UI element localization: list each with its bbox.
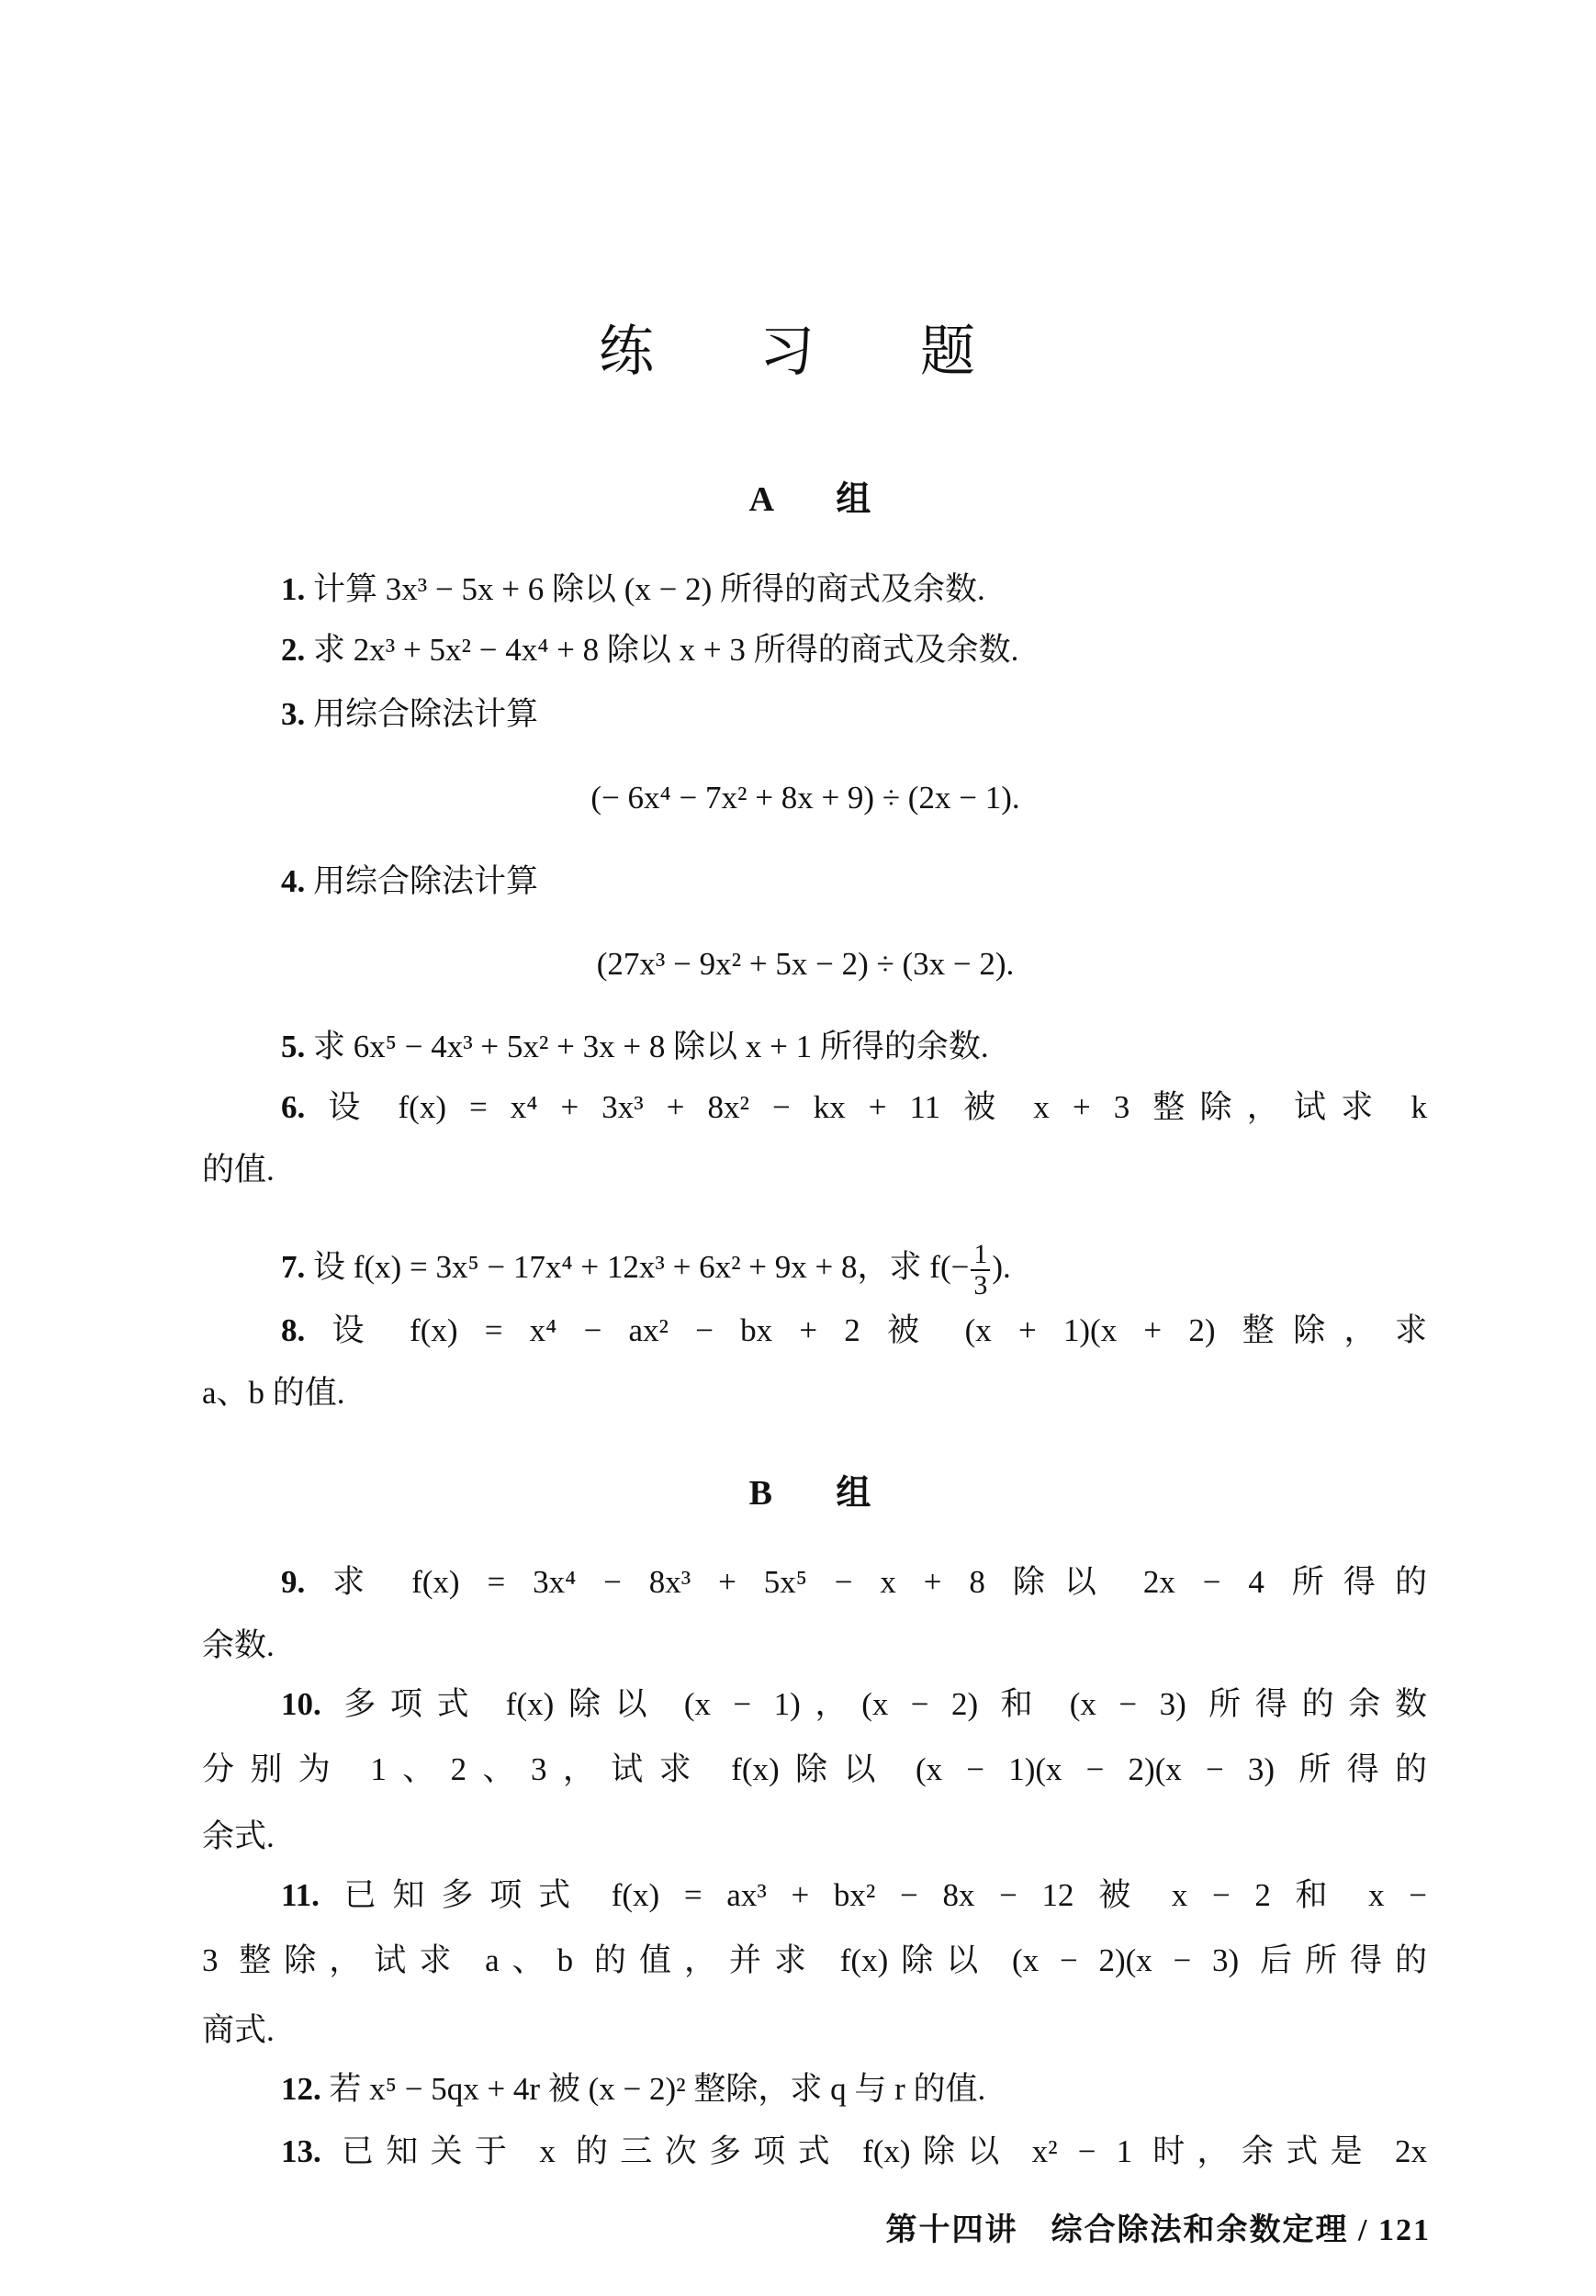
problem-7: 7. 设 f(x) = 3x⁵ − 17x⁴ + 12x³ + 6x² + 9x + 8，求 f(− $\frac{1}{3}$ ). bbox=[281, 1239, 1011, 1300]
group-b-heading: B 组 bbox=[748, 1474, 871, 1513]
page-title: 练 习 题 bbox=[599, 321, 1021, 382]
problem-3: 3. 用综合除法计算 bbox=[281, 696, 539, 732]
group-a-heading: A 组 bbox=[748, 480, 871, 519]
problem-13: 13. 已知关于 x 的三次多项式 f(x)除以 x² − 1 时，余式是 2x bbox=[281, 2133, 1428, 2169]
problem-2: 2. 求 2x³ + 5x² − 4x⁴ + 8 除以 x + 3 所得的商式及余数. bbox=[281, 632, 1019, 668]
page-number: 121 bbox=[1378, 2213, 1431, 2247]
chapter-title: 第十四讲 综合除法和余数定理 bbox=[885, 2213, 1349, 2247]
problem-12: 12. 若 x⁵ − 5qx + 4r 被 (x − 2)² 整除，求 q 与 r 的值. bbox=[281, 2071, 986, 2107]
problem-10: 10. 多项式 f(x)除以 (x − 1)，(x − 2) 和 (x − 3) 所得的余数 bbox=[281, 1686, 1428, 1722]
problem-8-cont: a、b 的值. bbox=[202, 1375, 345, 1411]
problem-9: 9. 求 f(x) = 3x⁴ − 8x³ + 5x⁵ − x + 8 除以 2x − 4 所得的 bbox=[281, 1564, 1428, 1600]
problem-8: 8. 设 f(x) = x⁴ − ax² − bx + 2 被 (x + 1)(x + 2) 整除，求 bbox=[281, 1312, 1427, 1348]
fraction: $\frac{1}{3}$ bbox=[971, 1240, 990, 1300]
problem-10-cont: 余式. bbox=[202, 1818, 275, 1854]
problem-9-cont: 余数. bbox=[202, 1627, 275, 1663]
problem-6-cont: 的值. bbox=[202, 1152, 275, 1187]
problem-5: 5. 求 6x⁵ − 4x³ + 5x² + 3x + 8 除以 x + 1 所得的余数. bbox=[281, 1029, 989, 1064]
problem-11: 11. 已知多项式 f(x) = ax³ + bx² − 8x − 12 被 x − 2 和 x − bbox=[281, 1877, 1428, 1913]
problem-1: 1. 计算 3x³ − 5x + 6 除以 (x − 2) 所得的商式及余数. bbox=[281, 571, 985, 607]
problem-10-cont: 分别为 1、2、3，试求 f(x)除以 (x − 1)(x − 2)(x − 3) 所得的 bbox=[202, 1751, 1427, 1787]
problem-6: 6. 设 f(x) = x⁴ + 3x³ + 8x² − kx + 11 被 x + 3 整除，试求 k bbox=[281, 1089, 1427, 1125]
problem-4-formula: (27x³ − 9x² + 5x − 2) ÷ (3x − 2). bbox=[596, 946, 1015, 982]
problem-4: 4. 用综合除法计算 bbox=[281, 863, 539, 899]
problem-3-formula: (− 6x⁴ − 7x² + 8x + 9) ÷ (2x − 1). bbox=[590, 780, 1020, 816]
page-footer: 第十四讲 综合除法和余数定理 / 121 bbox=[885, 2213, 1431, 2247]
problem-11-cont: 3 整除，试求 a、b 的值，并求 f(x)除以 (x − 2)(x − 3) 后所得的 bbox=[202, 1942, 1427, 1978]
problem-11-cont: 商式. bbox=[202, 2012, 275, 2048]
